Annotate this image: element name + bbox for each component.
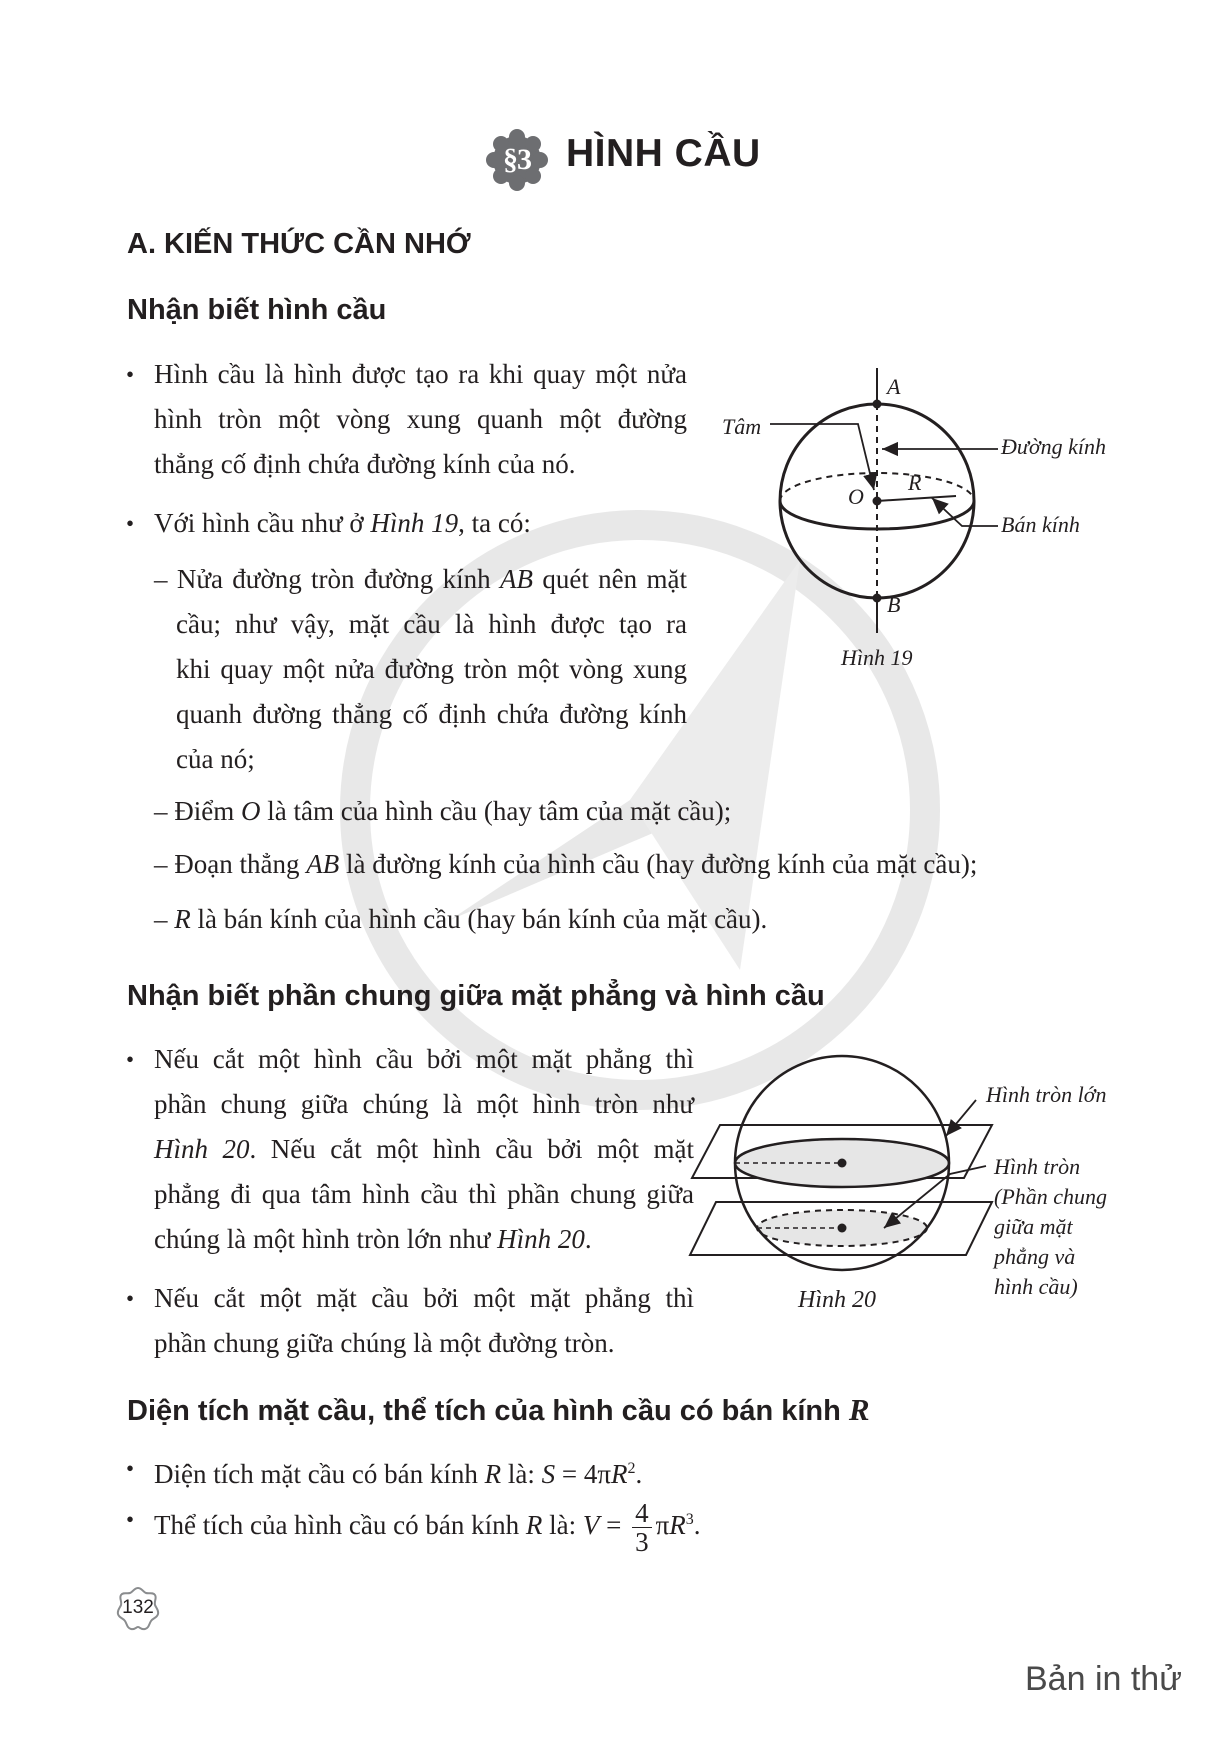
subheading-area-volume <box>127 1392 870 1428</box>
bullet-icon: • <box>126 1456 135 1481</box>
text-run: – Nửa đường tròn đường kính <box>154 564 500 594</box>
section-number: §3 <box>503 143 531 176</box>
exponent: 2 <box>627 1460 636 1477</box>
subheading-recognize-sphere: Nhận biết hình cầu <box>127 294 387 326</box>
subheading-plane-intersection: Nhận biết phần chung giữa mặt phẳng và hình cầu <box>127 980 825 1012</box>
text-line: khi quay một nửa đường tròn một vòng xung <box>176 654 687 684</box>
label-small-circle <box>994 1152 1107 1302</box>
figure-ref: Hình 19 <box>370 508 459 538</box>
bullet-plane-cuts-ball <box>154 1037 694 1262</box>
label-O: O <box>848 484 864 509</box>
text-run: quét nên mặt <box>533 564 687 594</box>
math-var: O <box>241 796 261 826</box>
math-var: R <box>848 1392 870 1427</box>
bullet-icon: • <box>126 1286 135 1311</box>
math-var: R <box>669 1510 686 1540</box>
text-line: cầu; như vậy, mặt cầu là hình được tạo ra <box>176 609 687 639</box>
label-duong-kinh: Đường kính <box>1001 434 1107 459</box>
text-line: hình cầu) <box>994 1274 1078 1299</box>
text-run: – Đoạn thẳng <box>154 849 307 879</box>
bullet-icon: • <box>126 1507 135 1532</box>
text-run: là: <box>501 1459 542 1489</box>
text-run: là đường kính của hình cầu (hay đường kính của mặt cầu); <box>339 849 978 879</box>
point-B <box>873 594 882 603</box>
bullet-plane-cuts-surface <box>154 1276 694 1366</box>
text-line: thẳng cố định chứa đường kính của nó. <box>154 449 576 479</box>
text-run: π <box>655 1510 670 1540</box>
point-A <box>873 400 882 409</box>
dash-item-semicircle <box>154 557 687 782</box>
text-line: Nếu cắt một hình cầu bởi một mặt phẳng thì <box>154 1044 694 1074</box>
label-A: A <box>887 374 901 399</box>
formula-volume <box>154 1497 701 1556</box>
section-heading: A. KIẾN THỨC CẦN NHỚ <box>127 228 471 260</box>
text-line: Nếu cắt một mặt cầu bởi một mặt phẳng thì <box>154 1283 694 1313</box>
text-run: là tâm của hình cầu (hay tâm của mặt cầu); <box>260 796 732 826</box>
arrow-great-circle <box>946 1100 976 1136</box>
exponent: 3 <box>685 1511 694 1528</box>
label-R: R <box>908 470 922 495</box>
page-number: 132 <box>122 1597 154 1618</box>
text-line <box>154 1127 694 1172</box>
math-var: R <box>484 1459 502 1489</box>
figure-ref: Hình 20 <box>497 1224 585 1254</box>
text-run: là: <box>542 1510 583 1540</box>
text-run: – Điểm <box>154 796 241 826</box>
text-run: = <box>599 1510 629 1540</box>
figure-19-caption: Hình 19 <box>841 645 913 670</box>
bullet-sphere-definition <box>154 352 687 487</box>
text-line: phẳng đi qua tâm hình cầu thì phần chung giữa <box>154 1179 694 1209</box>
text-line: quanh đường thẳng cố định chứa đường kính <box>176 699 687 729</box>
math-var: R <box>525 1510 543 1540</box>
figure-ref: Hình 20 <box>154 1134 250 1164</box>
fraction-numerator: 4 <box>632 1499 652 1528</box>
text-run: . <box>584 1224 592 1254</box>
text-run: . <box>693 1510 701 1540</box>
math-var: S <box>541 1459 556 1489</box>
bullet-with-sphere <box>154 501 531 546</box>
label-B: B <box>887 592 901 617</box>
text-run: Diện tích mặt cầu có bán kính <box>154 1459 485 1489</box>
text-run: Diện tích mặt cầu, thể tích của hình cầu có bán kính <box>127 1395 849 1427</box>
text-line: (Phần chung <box>994 1184 1108 1209</box>
text-line: Hình cầu là hình được tạo ra khi quay một nửa <box>154 359 687 389</box>
text-line <box>154 1217 694 1262</box>
text-run: chúng là một hình tròn lớn như <box>154 1224 498 1254</box>
text-run: . Nếu cắt một hình cầu bởi một mặt <box>249 1134 695 1164</box>
math-var: R <box>174 904 191 934</box>
text-run: . <box>635 1459 643 1489</box>
text-line: hình tròn một vòng xung quanh một đường <box>154 404 687 434</box>
bullet-icon: • <box>126 511 135 536</box>
bullet-icon: • <box>126 362 135 387</box>
text-line: giữa mặt <box>994 1214 1073 1239</box>
text-line: Hình tròn <box>994 1154 1081 1179</box>
text-line <box>154 557 687 602</box>
label-great-circle: Hình tròn lớn <box>986 1082 1107 1107</box>
math-var: V <box>582 1510 600 1540</box>
text-run: là bán kính của hình cầu (hay bán kính của mặt cầu). <box>190 904 768 934</box>
math-var: R <box>611 1459 628 1489</box>
text-line: phẳng và <box>994 1244 1076 1269</box>
page-title: HÌNH CẦU <box>566 132 761 175</box>
text-line: phần chung giữa chúng là một đường tròn. <box>154 1328 615 1358</box>
arrow-tam <box>770 424 874 490</box>
fraction <box>632 1499 652 1556</box>
label-ban-kinh: Bán kính <box>1001 512 1080 537</box>
center-small <box>838 1224 847 1233</box>
text-run: – <box>154 904 175 934</box>
text-run: = 4π <box>555 1459 612 1489</box>
dash-item-diameter <box>154 842 977 887</box>
fraction-denominator: 3 <box>635 1527 649 1558</box>
print-proof-label: Bản in thử <box>1025 1660 1182 1698</box>
math-var: AB <box>306 849 340 879</box>
bullet-icon: • <box>126 1047 135 1072</box>
text-line: phần chung giữa chúng là một hình tròn như <box>154 1089 694 1119</box>
text-run: Với hình cầu như ở <box>154 508 371 538</box>
text-line: của nó; <box>176 744 255 774</box>
text-run: , ta có: <box>458 508 531 538</box>
center-great <box>838 1159 847 1168</box>
formula-surface-area <box>154 1446 642 1497</box>
figure-20-caption: Hình 20 <box>798 1287 876 1313</box>
label-tam: Tâm <box>722 414 762 439</box>
dash-item-radius <box>154 897 767 942</box>
text-run: Thể tích của hình cầu có bán kính <box>154 1510 526 1540</box>
dash-item-center <box>154 789 731 834</box>
math-var: AB <box>500 564 533 594</box>
radius-segment <box>877 496 956 501</box>
